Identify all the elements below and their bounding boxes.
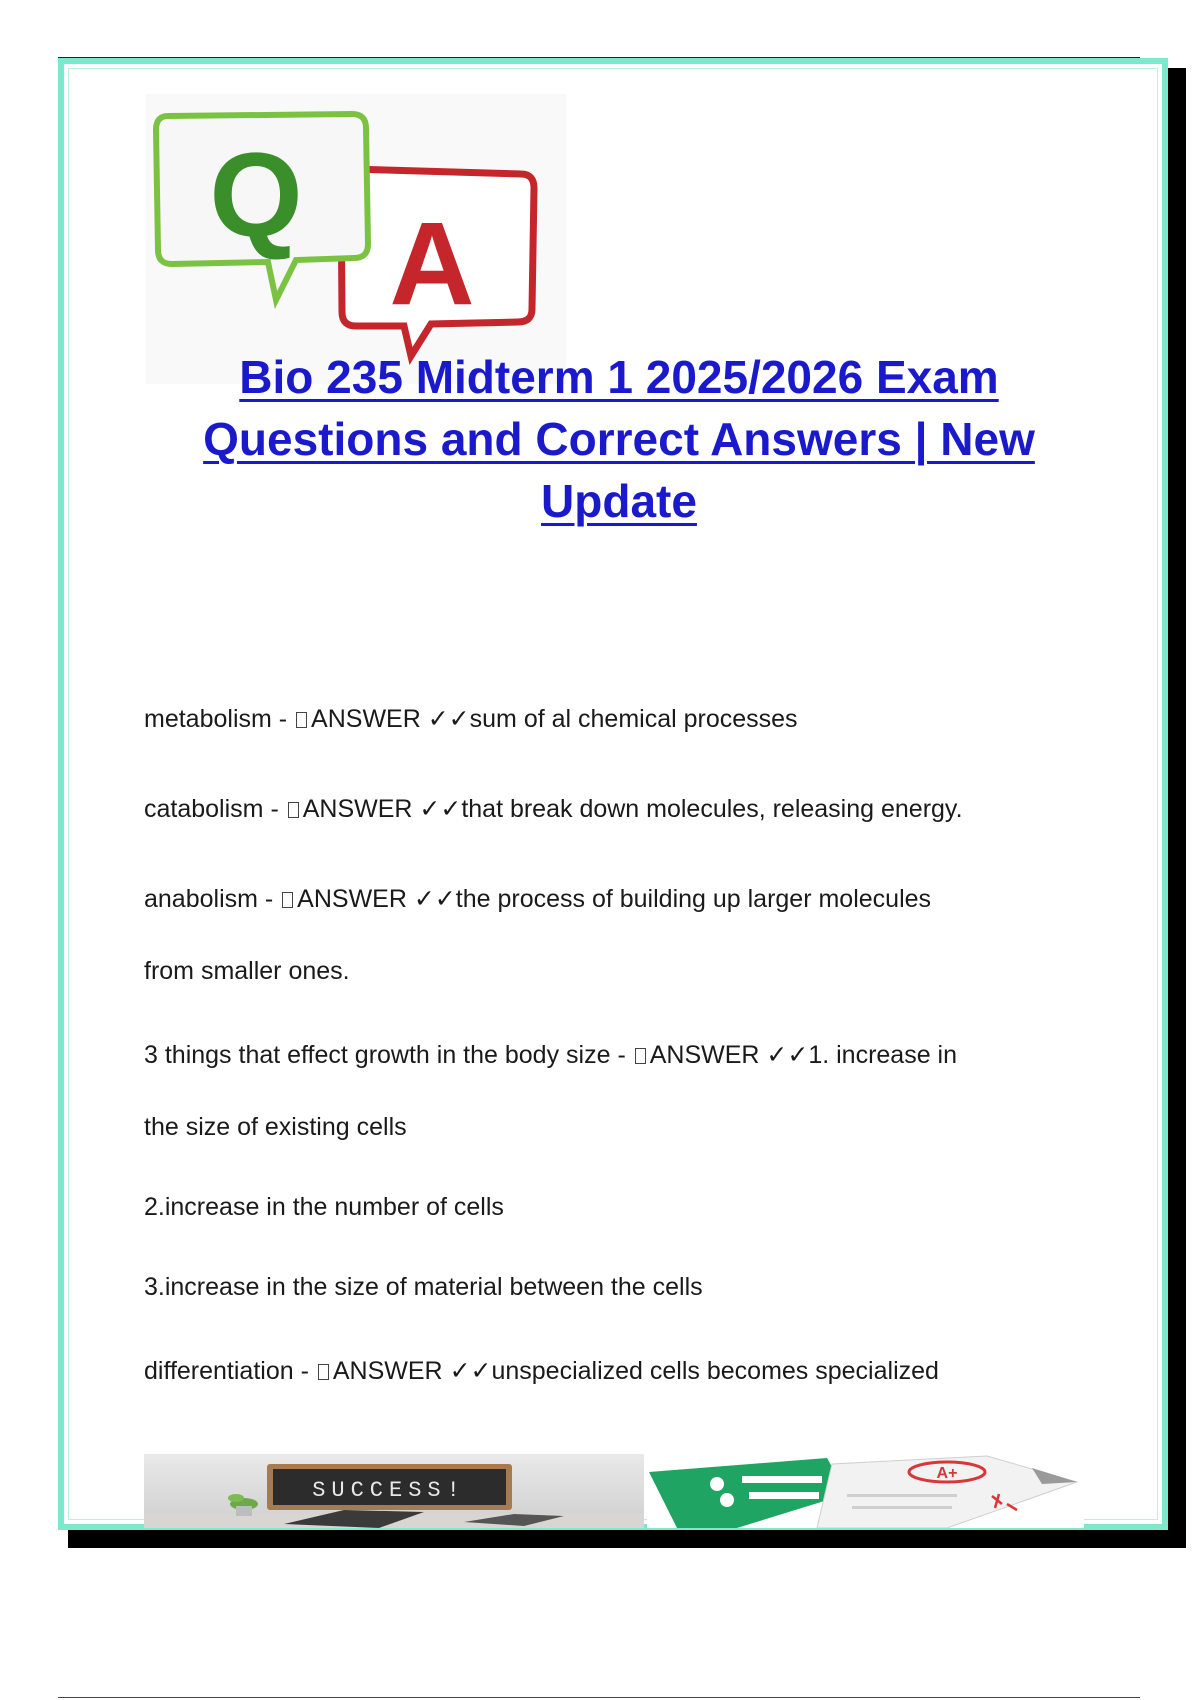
title-line-1[interactable]: Bio 235 Midterm 1 2025/2026 Exam (239, 351, 999, 403)
missing-glyph-icon (282, 892, 293, 908)
term: anabolism (144, 885, 258, 913)
answer-continued: 2.increase in the number of cells (144, 1193, 504, 1221)
document-grade-icons (647, 1454, 1084, 1528)
qa-item-anabolism-cont (144, 956, 350, 986)
qa-speech-bubbles-icon (146, 94, 566, 384)
footer-banner (144, 1454, 1084, 1528)
term: catabolism (144, 795, 264, 823)
q-letter: Q (209, 128, 303, 262)
answer-label: ANSWER (311, 705, 421, 733)
chalkboard-text: SUCCESS! (312, 1478, 466, 1503)
checkmarks-icon: ✓✓ (419, 795, 462, 823)
qa-item-growth-cont-1 (144, 1112, 407, 1142)
qa-item-metabolism: metabolism - ANSWER ✓✓sum of al chemical processes (144, 705, 798, 733)
grade-text: A+ (936, 1465, 958, 1482)
answer: the process of building up larger molecules (455, 885, 932, 913)
qa-item-anabolism: anabolism - ANSWER ✓✓the process of building up larger molecules (144, 885, 932, 913)
missing-glyph-icon (318, 1364, 329, 1380)
bottom-rule (58, 1697, 1140, 1698)
answer-continued: the size of existing cells (144, 1113, 407, 1141)
document-title[interactable] (104, 346, 1134, 532)
title-line-3[interactable]: Update (541, 475, 697, 527)
checkmarks-icon: ✓✓ (427, 705, 470, 733)
answer-continued: 3.increase in the size of material between the cells (144, 1273, 703, 1301)
answer-label: ANSWER (649, 1041, 760, 1069)
answer-label: ANSWER (302, 795, 413, 823)
answer-label: ANSWER (332, 1357, 443, 1385)
qa-item-growth-cont-2 (144, 1192, 504, 1222)
answer: 1. increase in (808, 1041, 958, 1069)
qa-item-growth: 3 things that effect growth in the body size - ANSWER ✓✓1. increase in (144, 1041, 958, 1069)
page-frame (58, 58, 1168, 1530)
term: 3 things that effect growth in the body size (144, 1041, 611, 1069)
a-letter: A (389, 198, 475, 330)
term: metabolism (144, 705, 272, 733)
qa-item-growth-cont-3 (144, 1272, 703, 1302)
missing-glyph-icon (288, 802, 299, 818)
answer: unspecialized cells becomes specialized (491, 1357, 939, 1385)
success-chalkboard-icon (144, 1454, 644, 1528)
qa-item-differentiation: differentiation - ANSWER ✓✓unspecialized cells becomes specialized (144, 1357, 939, 1385)
qa-item-catabolism: catabolism - ANSWER ✓✓that break down molecules, releasing energy. (144, 795, 963, 823)
missing-glyph-icon (635, 1048, 646, 1064)
answer: sum of al chemical processes (469, 705, 798, 733)
answer: that break down molecules, releasing energy. (461, 795, 963, 823)
answer-continued: from smaller ones. (144, 957, 350, 985)
answer-label: ANSWER (297, 885, 407, 913)
checkmarks-icon: ✓✓ (449, 1357, 492, 1385)
missing-glyph-icon (296, 712, 307, 728)
title-line-2[interactable]: Questions and Correct Answers | New (203, 413, 1035, 465)
checkmarks-icon: ✓✓ (413, 885, 456, 913)
checkmarks-icon: ✓✓ (766, 1041, 809, 1069)
term: differentiation (144, 1357, 294, 1385)
